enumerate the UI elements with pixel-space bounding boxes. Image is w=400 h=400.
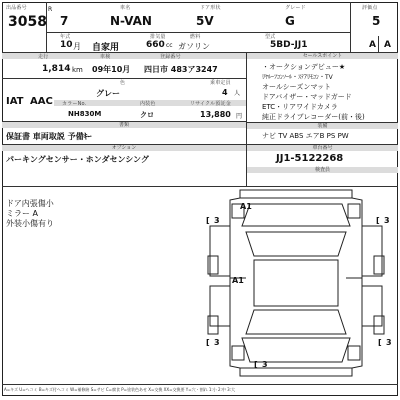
maker-label: 車名	[120, 5, 131, 11]
docs-label-bar	[2, 122, 246, 128]
month-unit: 月	[73, 42, 81, 51]
bracket-open-bl: [	[206, 338, 210, 347]
bracket-mark-tr: 3	[384, 216, 390, 225]
equipment-items: ナビ TV ABS エアB PS PW	[262, 132, 349, 140]
seats-unit: 人	[234, 90, 241, 97]
sub-label-fuel: 燃料	[190, 34, 201, 40]
equipment-label: 装備	[247, 123, 398, 129]
damage-mark-mid-left: A1	[232, 276, 244, 285]
bracket-open-tr: [	[376, 216, 380, 225]
grade-label: グレード	[285, 5, 306, 11]
options-label: オプション	[2, 145, 246, 151]
month-value: 10	[60, 40, 73, 50]
cc-value: 660	[146, 40, 165, 50]
damage-mark-front-left: A1	[240, 202, 252, 211]
legend-text: A=キズ U=ヘコミ B=キズ付ヘコミ W=補修跡 S=サビ C=腐食 P=塗装色あせ X=交換 XX=交換要 Y=穴・割れ 1:小 2:中 3:大	[4, 387, 236, 392]
recycle-label: リサイクル預託金	[190, 101, 231, 107]
sales-point-5: ETC・リアワイドカメラ	[262, 103, 338, 111]
doors-label: ドア形状	[200, 5, 221, 11]
mileage-unit: km	[72, 66, 83, 74]
note-line-2: ミラー A	[6, 209, 39, 218]
sales-points-label: セールスポイント	[247, 53, 398, 59]
fuel-value: ガソリン	[178, 42, 210, 51]
color-code-value: NH830M	[68, 110, 102, 118]
year-era: 7	[60, 14, 69, 28]
inspector-label: 検査員	[247, 167, 398, 173]
trim-value: クロ	[140, 111, 154, 119]
inspection-value: 09年10月	[92, 65, 131, 74]
car-damage-diagram	[200, 186, 398, 382]
transmission: IAT	[6, 96, 24, 107]
color-value: グレー	[96, 89, 120, 98]
plate-label: 登録番号	[160, 54, 181, 60]
options-text: パーキングセンサー・ホンダセンシング	[6, 155, 149, 164]
bracket-mark-tl: 3	[214, 216, 220, 225]
seats-label: 乗車定員	[210, 80, 231, 86]
lot-number: 3058	[8, 14, 47, 30]
sales-point-2: ﾘﾔﾙｰﾌｺﾝｿｰﾙ・ｽﾃｱﾘﾓｺﾝ・TV	[262, 74, 333, 81]
score-value: 5	[372, 14, 381, 28]
plate-value: 四日市 483ア3247	[144, 65, 218, 74]
trim-label: 内装色	[140, 101, 156, 107]
note-line-1: ドア内張傷小	[6, 199, 54, 208]
doors-value: 5V	[196, 14, 214, 28]
car-name: N-VAN	[110, 14, 152, 28]
bracket-open-tl: [	[206, 216, 210, 225]
sales-point-3: オールシーズンマット	[262, 83, 332, 91]
sub-label-cc: 排気量	[150, 34, 166, 40]
sales-point-1: ・オークションデビュー★	[262, 63, 346, 71]
recycle-value: 13,880	[200, 110, 231, 119]
color-code-label: カラーNo.	[62, 101, 87, 107]
aircon: AAC	[30, 96, 53, 107]
bracket-mark-bl: 3	[214, 338, 220, 347]
sales-point-4: ドアバイザー・マッドガード	[262, 93, 352, 101]
model-code: 5BD-JJ1	[270, 40, 308, 50]
docs-label: 書類	[118, 122, 129, 128]
bracket-mark-br: 3	[386, 338, 392, 347]
inspection-label: 車検	[100, 54, 111, 60]
bracket-open-bc: [	[254, 360, 258, 369]
note-line-3: 外装小傷有り	[6, 219, 54, 228]
chassis-label: 車台番号	[247, 145, 398, 151]
cc-unit: cc	[166, 42, 173, 49]
recycle-unit: 円	[236, 113, 243, 120]
exterior-score: A	[384, 40, 391, 50]
chassis-number: JJ1-5122268	[276, 153, 344, 164]
color-label: 色	[120, 80, 126, 86]
sub-label-year: 年式	[60, 34, 71, 40]
bracket-open-br: [	[378, 338, 382, 347]
sales-point-6: 純正ドライブレコーダー(前・後)	[262, 113, 365, 121]
grade-value: G	[285, 14, 295, 28]
sub-label-model: 型式	[265, 34, 276, 40]
mileage-label: 走行	[38, 54, 49, 60]
mileage-value: 1,814	[42, 64, 71, 74]
r-mark: R	[48, 6, 53, 13]
usage-value: 自家用	[92, 43, 120, 53]
score-label: 評価点	[362, 5, 378, 11]
docs-value: 保証書 車両取説 予備ｷｰ	[6, 132, 92, 141]
bracket-mark-bc: 3	[262, 360, 268, 369]
lot-label: 出品番号	[6, 5, 27, 11]
interior-score: A	[369, 40, 376, 50]
seats-value: 4	[222, 88, 228, 97]
